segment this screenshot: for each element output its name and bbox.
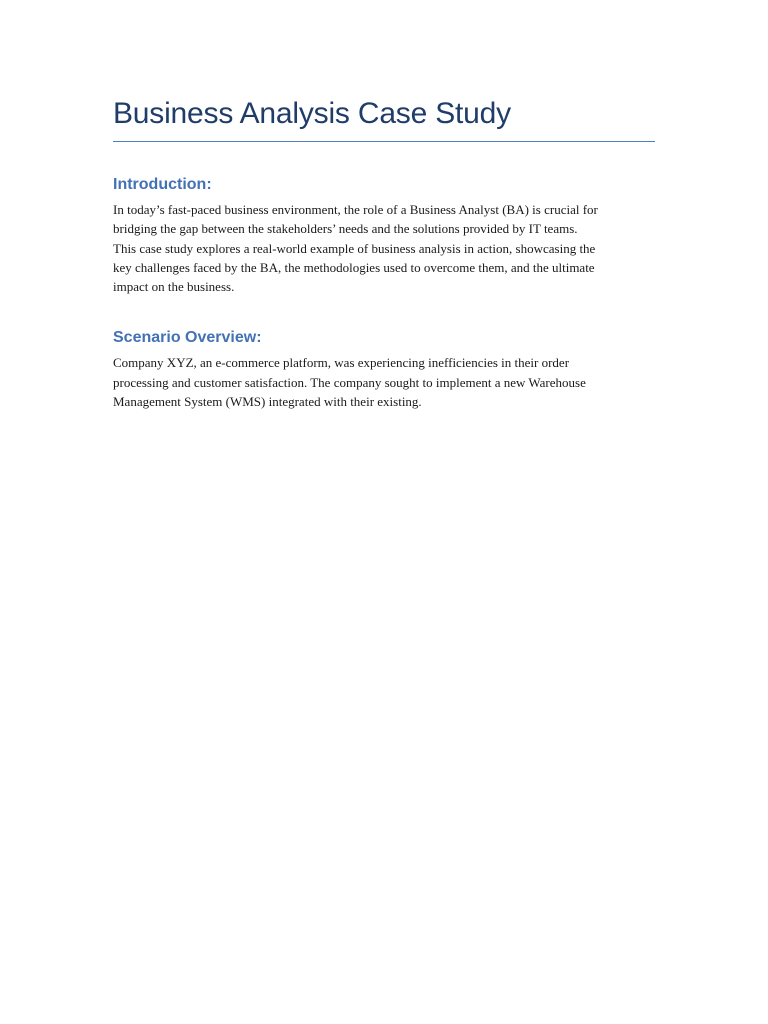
section-body-introduction — [113, 200, 655, 296]
body-line: In today’s fast-paced business environment, the role of a Business Analyst (BA) is crucial for — [113, 202, 598, 217]
body-line: key challenges faced by the BA, the methodologies used to overcome them, and the ultimate — [113, 259, 595, 275]
body-line: bridging the gap between the stakeholders’ needs and the solutions provided by IT teams. — [113, 221, 578, 237]
body-line: This case study explores a real-world example of business analysis in action, showcasing the — [113, 240, 596, 256]
section-heading-introduction: Introduction: — [113, 176, 212, 193]
body-line: Company XYZ, an e-commerce platform, was experiencing inefficiencies in their order — [113, 355, 570, 371]
section-introduction — [113, 175, 655, 296]
title-underline — [113, 141, 655, 142]
body-line: Management System (WMS) integrated with their existing. — [113, 394, 422, 410]
body-line: impact on the business. — [113, 279, 235, 295]
section-scenario-overview — [113, 328, 655, 411]
document-title: Business Analysis Case Study — [113, 97, 511, 130]
section-body-scenario-overview — [113, 353, 655, 411]
section-heading-scenario-overview: Scenario Overview: — [113, 329, 262, 347]
document-page — [113, 95, 655, 411]
body-line: processing and customer satisfaction. The company sought to implement a new Warehouse — [113, 374, 586, 390]
